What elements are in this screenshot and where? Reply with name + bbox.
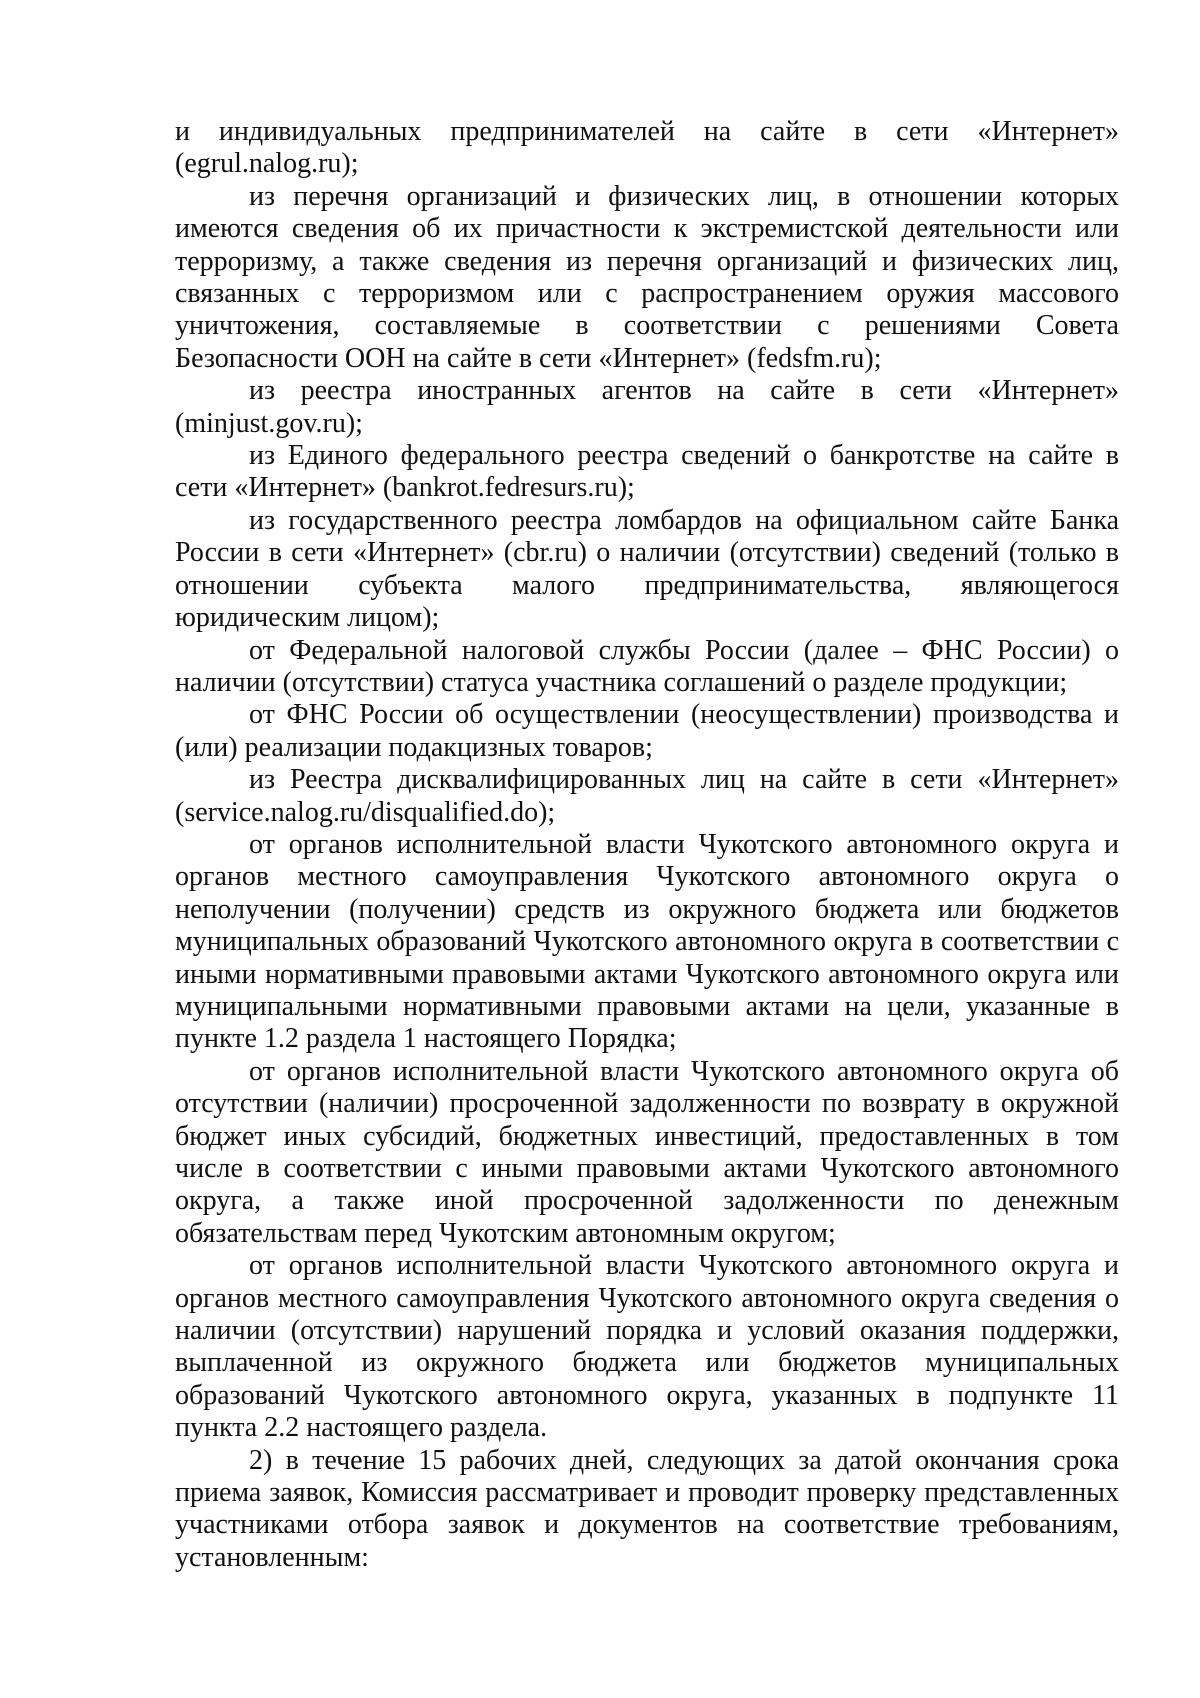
paragraph-fedsfm: из перечня организаций и физических лиц, в отношении которых имеются сведения об их причастности к экстремистской деятельности или терроризму, а также сведения из перечня организаций и физических лиц, связанных с терроризмом или с распространением оружия массового уничтожения, составляемые в соответствии с решениями Совета Безопасности ООН на сайте в сети «Интернет» (fedsfm.ru); — [175, 180, 1119, 374]
document-body — [175, 116, 1119, 1574]
paragraph-pawnshops: из государственного реестра ломбардов на официальном сайте Банка России в сети «Интернет» (cbr.ru) о наличии (отсутствии) сведений (только в отношении субъекта малого предпринимательства, являющегося юридическим лицом); — [175, 504, 1119, 634]
paragraph-overdue-debt: от органов исполнительной власти Чукотского автономного округа об отсутствии (наличии) просроченной задолженности по возврату в окружной бюджет иных субсидий, бюджетных инвестиций, предоставленных в том числе в соответствии с иными правовыми актами Чукотского автономного округа, а также иной просроченной задолженности по денежным обязательствам перед Чукотским автономным округом; — [175, 1055, 1119, 1249]
paragraph-disqualified: из Реестра дисквалифицированных лиц на сайте в сети «Интернет» (service.nalog.ru/disqualified.do); — [175, 764, 1119, 828]
paragraph-bankruptcy: из Единого федерального реестра сведений о банкротстве на сайте в сети «Интернет» (bankrot.fedresurs.ru); — [175, 440, 1119, 504]
paragraph-egrul: и индивидуальных предпринимателей на сайте в сети «Интернет» (egrul.nalog.ru); — [175, 116, 1119, 180]
paragraph-foreign-agents: из реестра иностранных агентов на сайте в сети «Интернет» (minjust.gov.ru); — [175, 375, 1119, 439]
paragraph-violations: от органов исполнительной власти Чукотского автономного округа и органов местного самоуправления Чукотского автономного округа сведения о наличии (отсутствии) нарушений порядка и условий оказания поддержки, выплаченной из окружного бюджета или бюджетов муниципальных образований Чукотского автономного округа, указанных в подпункте 11 пункта 2.2 настоящего раздела. — [175, 1250, 1119, 1444]
paragraph-funds-received: от органов исполнительной власти Чукотского автономного округа и органов местного самоуправления Чукотского автономного округа о неполучении (получении) средств из окружного бюджета или бюджетов муниципальных образований Чукотского автономного округа в соответствии с иными нормативными правовыми актами Чукотского автономного округа или муниципальными нормативными правовыми актами на цели, указанные в пункте 1.2 раздела 1 настоящего Порядка; — [175, 828, 1119, 1055]
paragraph-review-period: 2) в течение 15 рабочих дней, следующих за датой окончания срока приема заявок, Комиссия рассматривает и проводит проверку представленных участниками отбора заявок и документов на соответствие требованиям, установленным: — [175, 1444, 1119, 1573]
paragraph-fns-psa: от Федеральной налоговой службы России (далее – ФНС России) о наличии (отсутствии) статуса участника соглашений о разделе продукции; — [175, 634, 1119, 698]
paragraph-fns-excise: от ФНС России об осуществлении (неосуществлении) производства и (или) реализации подакцизных товаров; — [175, 699, 1119, 763]
